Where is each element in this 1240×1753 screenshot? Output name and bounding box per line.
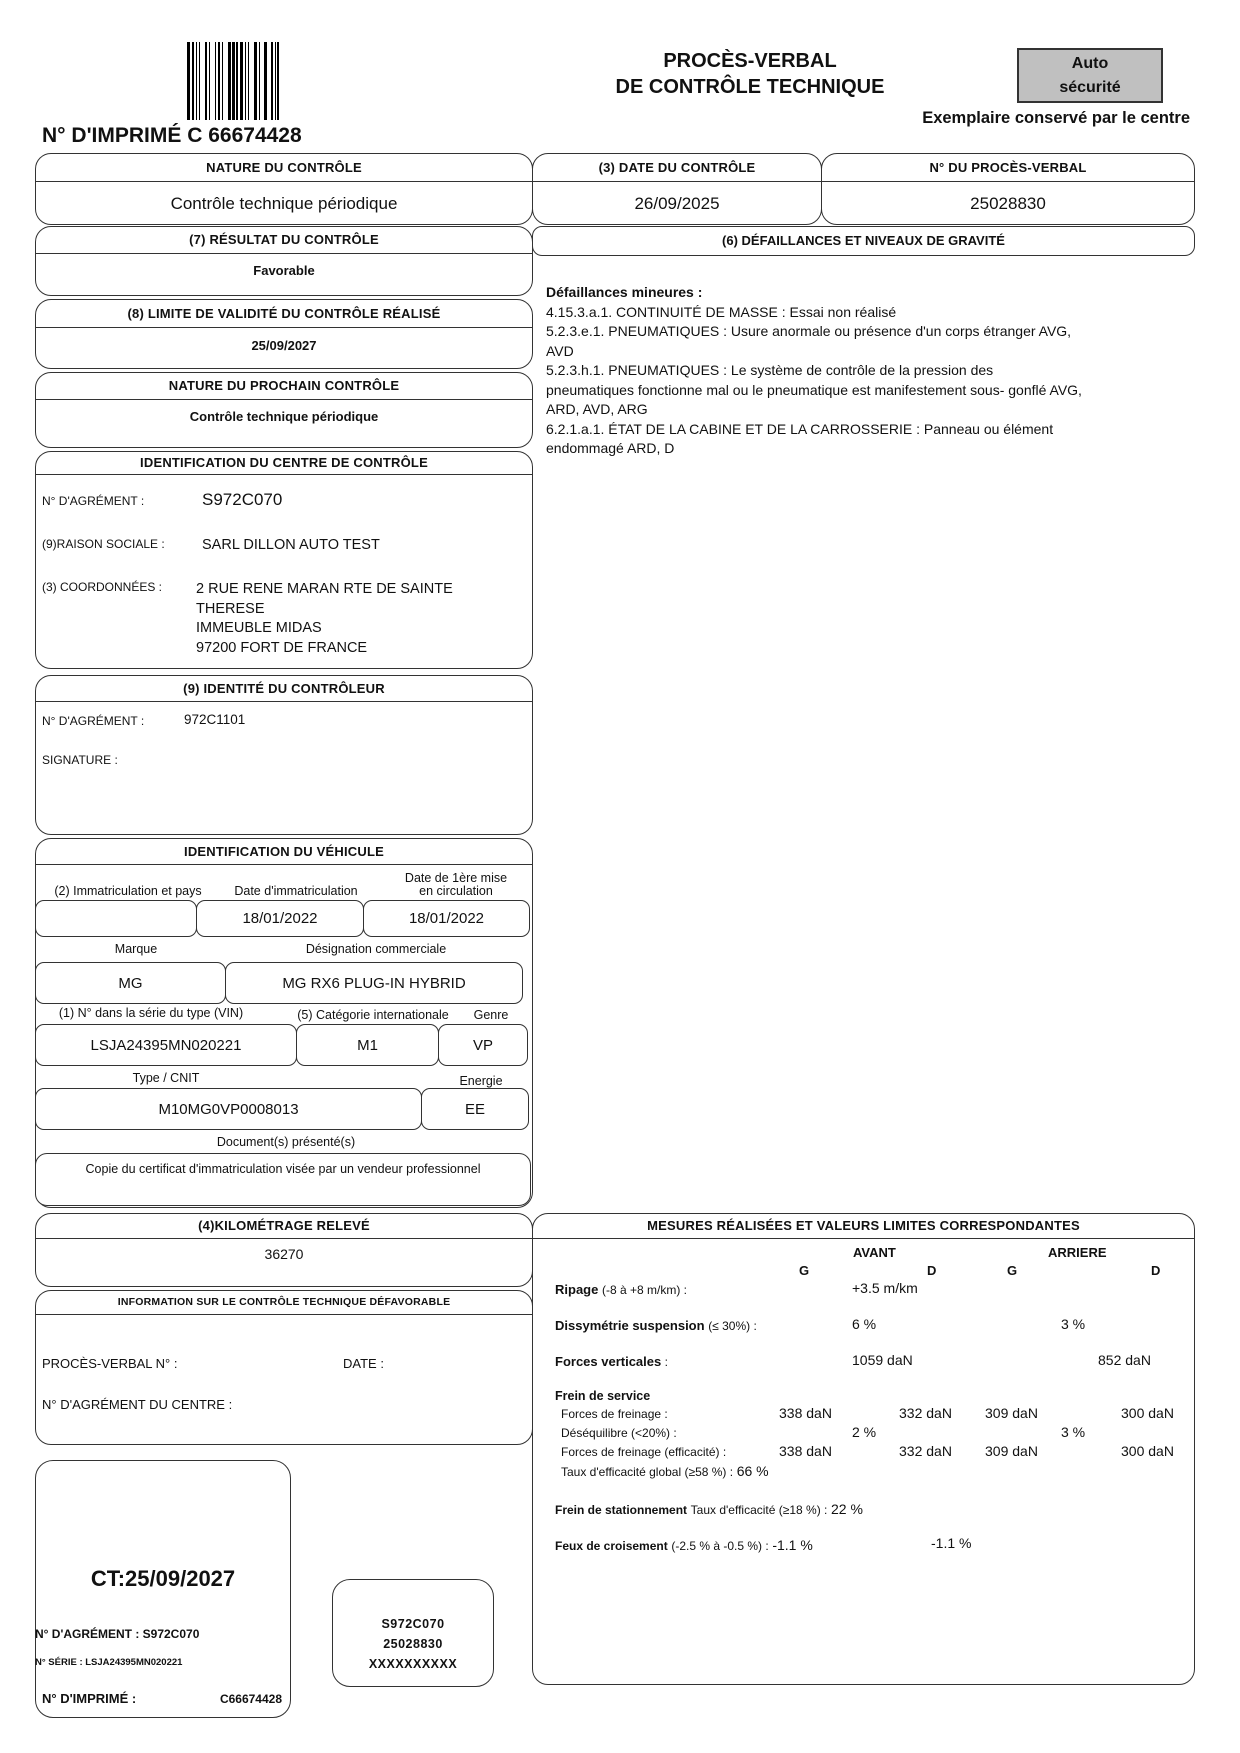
date-immat-label: Date d'immatriculation (234, 884, 358, 898)
ffe-arriere-g: 309 daN (985, 1443, 1038, 1459)
vin-value: LSJA24395MN020221 (35, 1024, 297, 1066)
feux-row: Feux de croisement (-2.5 % à -0.5 %) : -1.1 % (555, 1537, 813, 1553)
defavorable-box (35, 1290, 533, 1445)
stamp-line-1: S972C070 (381, 1617, 445, 1631)
vignette-imprime-value: C66674428 (219, 1692, 282, 1706)
vignette-agrement: N° D'AGRÉMENT : S972C070 (35, 1627, 200, 1641)
immat-value (35, 900, 197, 937)
coord-line: 2 RUE RENE MARAN RTE DE SAINTE (196, 581, 453, 597)
defavorable-date-label: DATE : (343, 1356, 384, 1371)
cnit-value: M10MG0VP0008013 (35, 1088, 422, 1130)
defaillances-heading: Défaillances mineures : (546, 284, 703, 300)
vin-label: (1) N° dans la série du type (VIN) (58, 1006, 244, 1020)
dissym-row: Dissymétrie suspension (≤ 30%) : (555, 1318, 757, 1333)
designation-label: Désignation commerciale (305, 942, 447, 956)
arriere-d-header: D (1151, 1263, 1161, 1278)
stamp-line-3: XXXXXXXXXX (368, 1657, 458, 1671)
barcode-icon (187, 42, 279, 120)
defaillance-line: AVD (546, 342, 574, 359)
centre-agrement-value: S972C070 (202, 490, 283, 509)
ffe-avant-g: 338 daN (779, 1443, 832, 1459)
document-title (560, 48, 940, 100)
defaillance-line: 4.15.3.a.1. CONTINUITÉ DE MASSE : Essai non réalisé (546, 303, 897, 320)
arriere-g-header: G (1007, 1263, 1018, 1278)
date-controle-value: 26/09/2025 (634, 194, 720, 213)
documents-value: Copie du certificat d'immatriculation visée par un vendeur professionnel (35, 1153, 531, 1206)
date-mec-value: 18/01/2022 (363, 900, 530, 937)
signature-label: SIGNATURE : (42, 753, 118, 767)
fv-arriere: 852 daN (1098, 1352, 1151, 1368)
fv-avant: 1059 daN (852, 1352, 913, 1368)
deseq-label: Déséquilibre (<20%) : (561, 1426, 677, 1440)
dissym-arriere: 3 % (1061, 1316, 1086, 1332)
dissym-avant: 6 % (852, 1316, 877, 1332)
title-line-2: DE CONTRÔLE TECHNIQUE (615, 76, 885, 98)
resultat-title: (7) RÉSULTAT DU CONTRÔLE (36, 227, 532, 254)
arriere-header: ARRIERE (1048, 1245, 1107, 1260)
energie-label: Energie (459, 1074, 503, 1088)
defaillance-line: 5.2.3.h.1. PNEUMATIQUES : Le système de contrôle de la pression des (546, 362, 994, 378)
vehicule-title: IDENTIFICATION DU VÉHICULE (36, 839, 532, 865)
defaillance-line: endommagé ARD, D (546, 440, 675, 456)
prochain-controle-box (35, 372, 533, 448)
nature-controle-box (35, 153, 533, 225)
nature-controle-title: NATURE DU CONTRÔLE (36, 154, 532, 182)
limite-validite-value: 25/09/2027 (251, 338, 317, 353)
taux-row: Taux d'efficacité global (≥58 %) : 66 % (561, 1463, 769, 1479)
defaillances-list (546, 283, 1186, 459)
fs-label: Frein de service (555, 1389, 651, 1403)
ff-avant-d: 332 daN (899, 1405, 952, 1421)
ffe-label: Forces de freinage (efficacité) : (561, 1445, 727, 1459)
kilometrage-value: 36270 (264, 1246, 304, 1262)
energie-value: EE (421, 1088, 529, 1130)
copy-note: Exemplaire conservé par le centre (922, 109, 1190, 127)
stamp-text (333, 1614, 493, 1674)
marque-label: Marque (114, 942, 158, 956)
limite-validite-title: (8) LIMITE DE VALIDITÉ DU CONTRÔLE RÉALISÉ (36, 300, 532, 328)
brand-logo (1017, 48, 1163, 103)
date-immat-value: 18/01/2022 (196, 900, 364, 937)
defaillance-line: 6.2.1.a.1. ÉTAT DE LA CABINE ET DE LA CARROSSERIE : Panneau ou élément (546, 420, 1054, 437)
kilometrage-title: (4)KILOMÉTRAGE RELEVÉ (36, 1214, 532, 1239)
nature-controle-value: Contrôle technique périodique (170, 194, 398, 213)
defavorable-pv-label: PROCÈS-VERBAL N° : (42, 1356, 178, 1371)
kilometrage-box (35, 1213, 533, 1287)
avant-header: AVANT (853, 1245, 896, 1260)
vignette-serie: N° SÉRIE : LSJA24395MN020221 (35, 1657, 183, 1668)
controleur-agrement-label: N° D'AGRÉMENT : (42, 714, 145, 728)
feux-d: -1.1 % (931, 1535, 972, 1551)
centre-box (35, 451, 533, 669)
fv-row: Forces verticales : (555, 1354, 668, 1369)
numero-pv-value: 25028830 (970, 194, 1046, 213)
cnit-label: Type / CNIT (132, 1071, 200, 1085)
ffe-arriere-d: 300 daN (1121, 1443, 1174, 1459)
ff-label: Forces de freinage : (561, 1407, 668, 1421)
defavorable-agrement-label: N° D'AGRÉMENT DU CENTRE : (42, 1397, 233, 1412)
centre-coord-label: (3) COORDONNÉES : (42, 580, 163, 594)
defavorable-title: INFORMATION SUR LE CONTRÔLE TECHNIQUE DÉFAVORABLE (36, 1291, 532, 1315)
designation-value: MG RX6 PLUG-IN HYBRID (225, 962, 523, 1004)
controleur-box (35, 675, 533, 835)
vignette-ct-date: CT:25/09/2027 (90, 1566, 236, 1591)
ripage-value: +3.5 m/km (852, 1280, 918, 1296)
vignette-box (35, 1460, 291, 1718)
deseq-arriere: 3 % (1061, 1424, 1086, 1440)
mesures-title: MESURES RÉALISÉES ET VALEURS LIMITES CORRESPONDANTES (533, 1214, 1194, 1239)
vignette-imprime-label: N° D'IMPRIMÉ : (42, 1691, 137, 1706)
defaillances-header-box (532, 226, 1195, 256)
avant-d-header: D (927, 1263, 937, 1278)
centre-coord-value (196, 580, 453, 658)
limite-validite-box (35, 299, 533, 369)
date-controle-box (532, 153, 822, 225)
date-mec-label: Date de 1ère mise en circulation (404, 871, 508, 898)
mesures-box (532, 1213, 1195, 1685)
stamp-box (332, 1579, 494, 1687)
genre-label: Genre (473, 1008, 509, 1022)
controleur-agrement-value: 972C1101 (184, 712, 246, 727)
genre-value: VP (438, 1024, 528, 1066)
immat-label: (2) Immatriculation et pays (54, 884, 202, 898)
categorie-label: (5) Catégorie internationale (297, 1008, 449, 1022)
print-number: N° D'IMPRIMÉ C 66674428 (42, 124, 302, 147)
brand-line-2: sécurité (1059, 79, 1121, 96)
centre-agrement-label: N° D'AGRÉMENT : (42, 494, 145, 508)
documents-label: Document(s) présenté(s) (216, 1135, 356, 1149)
controleur-title: (9) IDENTITÉ DU CONTRÔLEUR (36, 676, 532, 702)
prochain-controle-title: NATURE DU PROCHAIN CONTRÔLE (36, 373, 532, 400)
centre-raison-label: (9)RAISON SOCIALE : (42, 537, 165, 551)
numero-pv-title: N° DU PROCÈS-VERBAL (822, 154, 1194, 182)
centre-raison-value: SARL DILLON AUTO TEST (202, 537, 380, 553)
fst-row: Frein de stationnement Taux d'efficacité (≥18 %) : 22 % (555, 1501, 863, 1517)
defaillance-line: 5.2.3.e.1. PNEUMATIQUES : Usure anormale ou présence d'un corps étranger AVG, (546, 323, 1072, 339)
coord-line: IMMEUBLE MIDAS (196, 620, 322, 636)
numero-pv-box (821, 153, 1195, 225)
defaillance-line: ARD, AVD, ARG (546, 401, 648, 417)
ff-avant-g: 338 daN (779, 1405, 832, 1421)
coord-line: 97200 FORT DE FRANCE (196, 639, 368, 656)
ffe-avant-d: 332 daN (899, 1443, 952, 1459)
resultat-box (35, 226, 533, 296)
ripage-row: Ripage (-8 à +8 m/km) : (555, 1282, 687, 1297)
centre-title: IDENTIFICATION DU CENTRE DE CONTRÔLE (36, 452, 532, 475)
deseq-avant: 2 % (852, 1424, 877, 1440)
prochain-controle-value: Contrôle technique périodique (189, 409, 379, 424)
title-line-1: PROCÈS-VERBAL (663, 50, 837, 72)
coord-line: THERESE (196, 600, 265, 617)
ff-arriere-g: 309 daN (985, 1405, 1038, 1421)
avant-g-header: G (799, 1263, 810, 1278)
defaillances-title: (6) DÉFAILLANCES ET NIVEAUX DE GRAVITÉ (722, 233, 1005, 248)
brand-line-1: Auto (1071, 55, 1109, 72)
stamp-line-2: 25028830 (383, 1637, 443, 1651)
defaillance-line: pneumatiques fonctionne mal ou le pneumatique est manifestement sous- gonflé AVG, (546, 381, 1082, 398)
date-controle-title: (3) DATE DU CONTRÔLE (533, 154, 821, 182)
categorie-value: M1 (296, 1024, 439, 1066)
vehicule-box (35, 838, 533, 1208)
marque-value: MG (35, 962, 226, 1004)
ff-arriere-d: 300 daN (1121, 1405, 1174, 1421)
resultat-value: Favorable (253, 263, 315, 278)
